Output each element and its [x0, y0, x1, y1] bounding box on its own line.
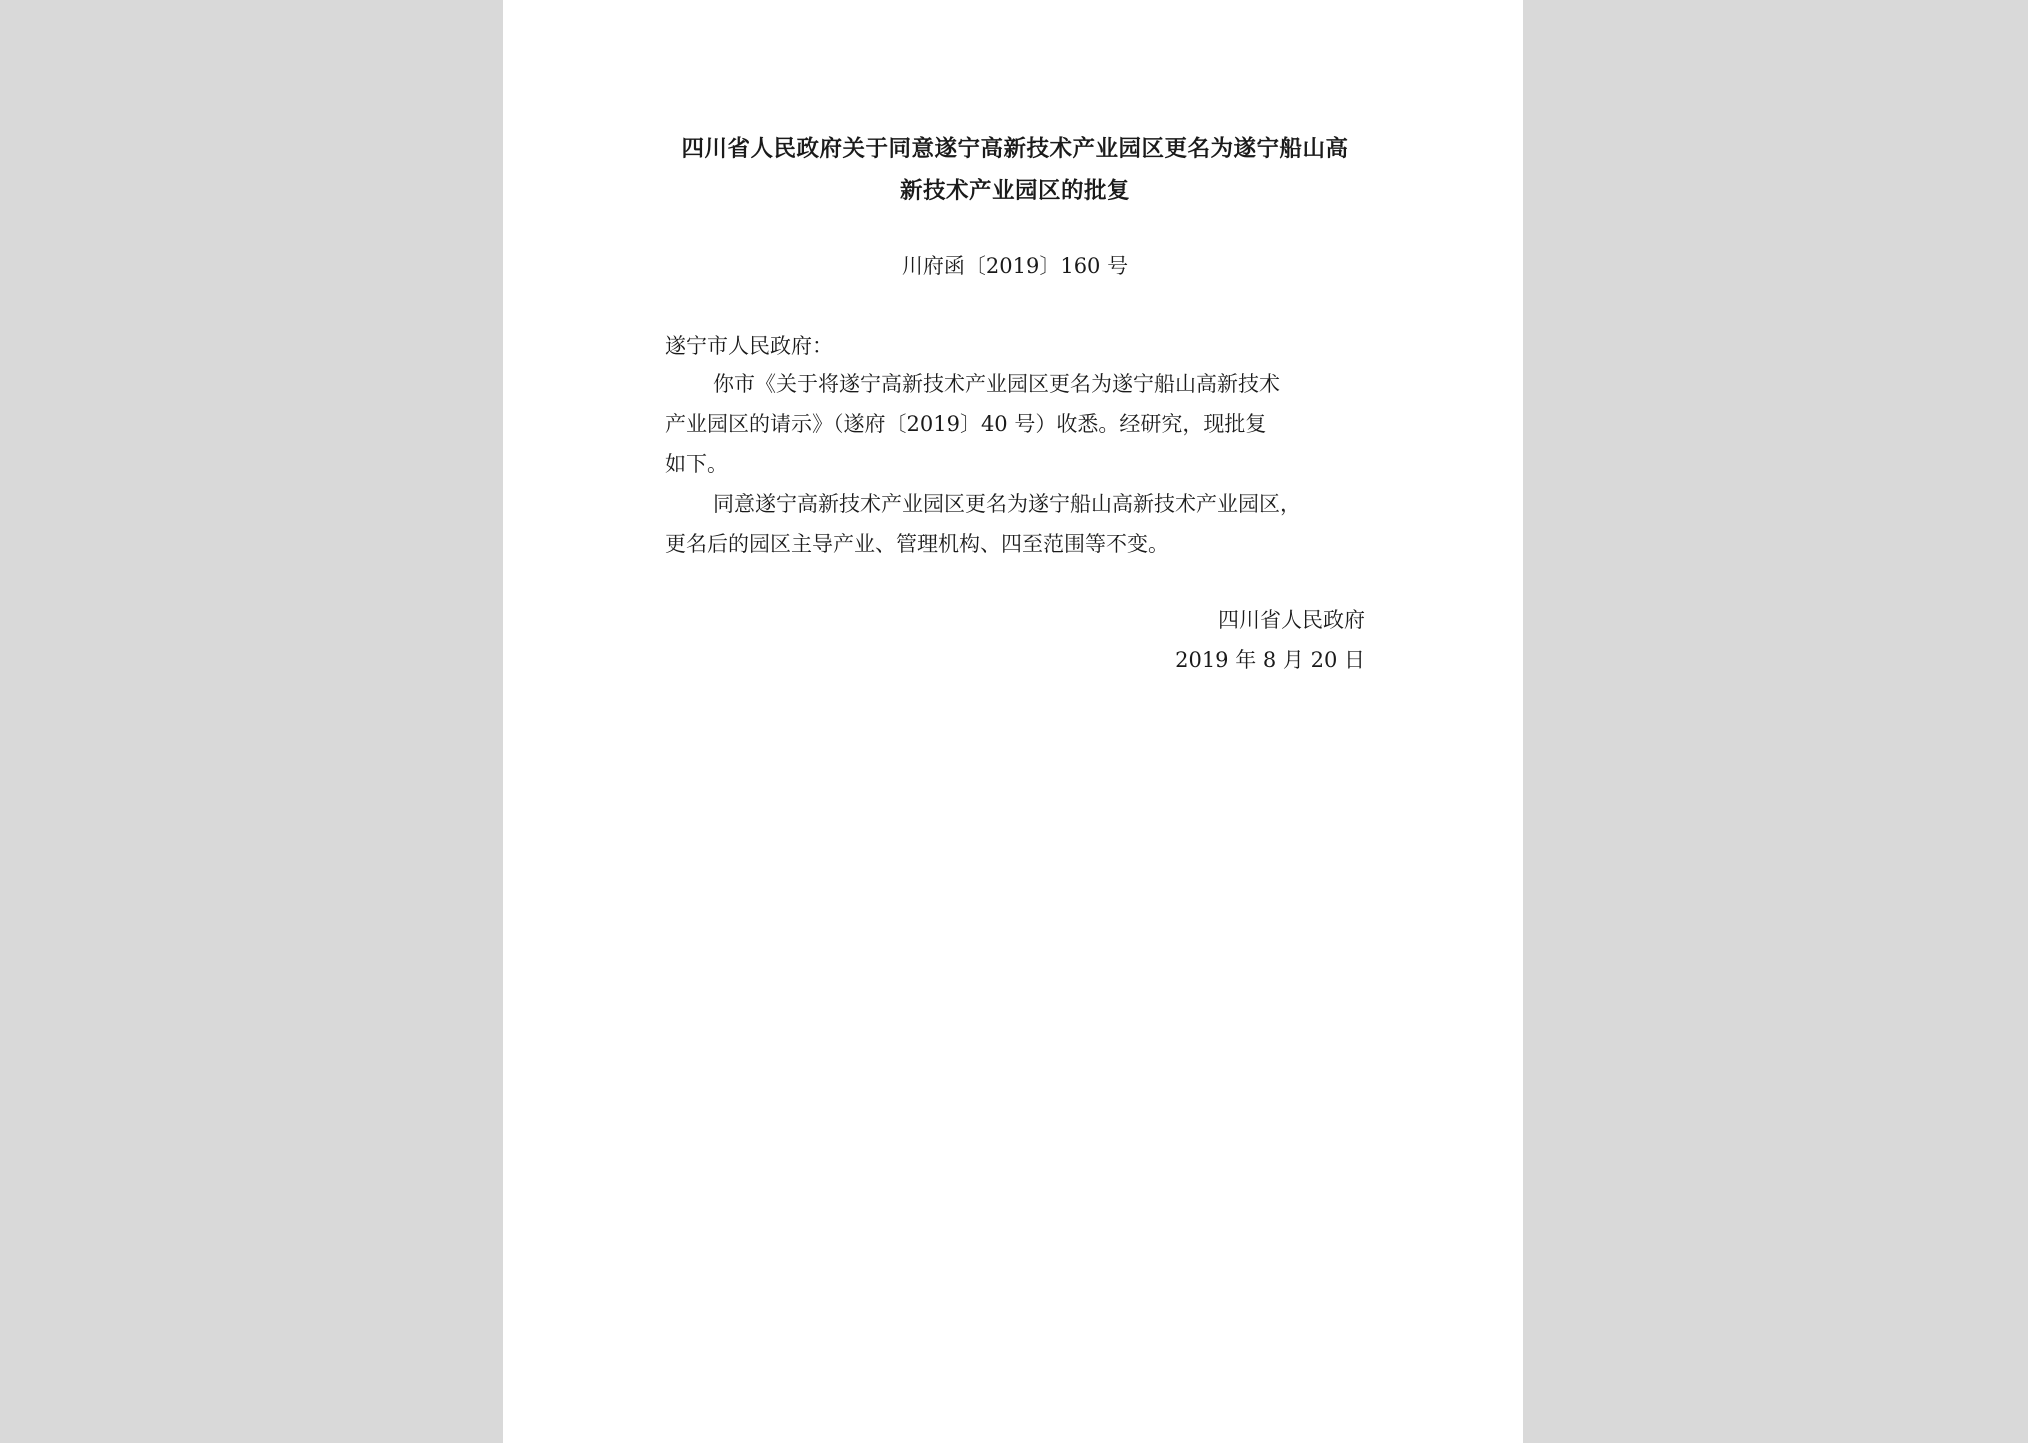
signer: 四川省人民政府 [1218, 608, 1365, 632]
document-number: 川府函〔2019〕160 号 [901, 254, 1129, 278]
paragraph-1-line-3: 如下。 [665, 452, 728, 476]
document-title [665, 128, 1365, 212]
paragraph-2-line-1: 同意遂宁高新技术产业园区更名为遂宁船山高新技术产业园区， [713, 492, 1301, 516]
paragraph-1 [665, 364, 1365, 484]
paragraph-2-line-2: 更名后的园区主导产业、管理机构、四至范围等不变。 [665, 532, 1169, 556]
paragraph-1-line-2: 产业园区的请示》（遂府〔2019〕40 号）收悉。经研究，现批复 [665, 412, 1267, 436]
title-line-2: 新技术产业园区的批复 [899, 178, 1130, 204]
addressee: 遂宁市人民政府： [665, 334, 833, 358]
paragraph-2 [665, 484, 1365, 564]
document-page [503, 0, 1523, 1443]
paragraph-1-line-1: 你市《关于将遂宁高新技术产业园区更名为遂宁船山高新技术 [713, 372, 1280, 396]
signature-date: 2019 年 8 月 20 日 [1175, 648, 1365, 672]
title-line-1: 四川省人民政府关于同意遂宁高新技术产业园区更名为遂宁船山高 [681, 136, 1349, 162]
